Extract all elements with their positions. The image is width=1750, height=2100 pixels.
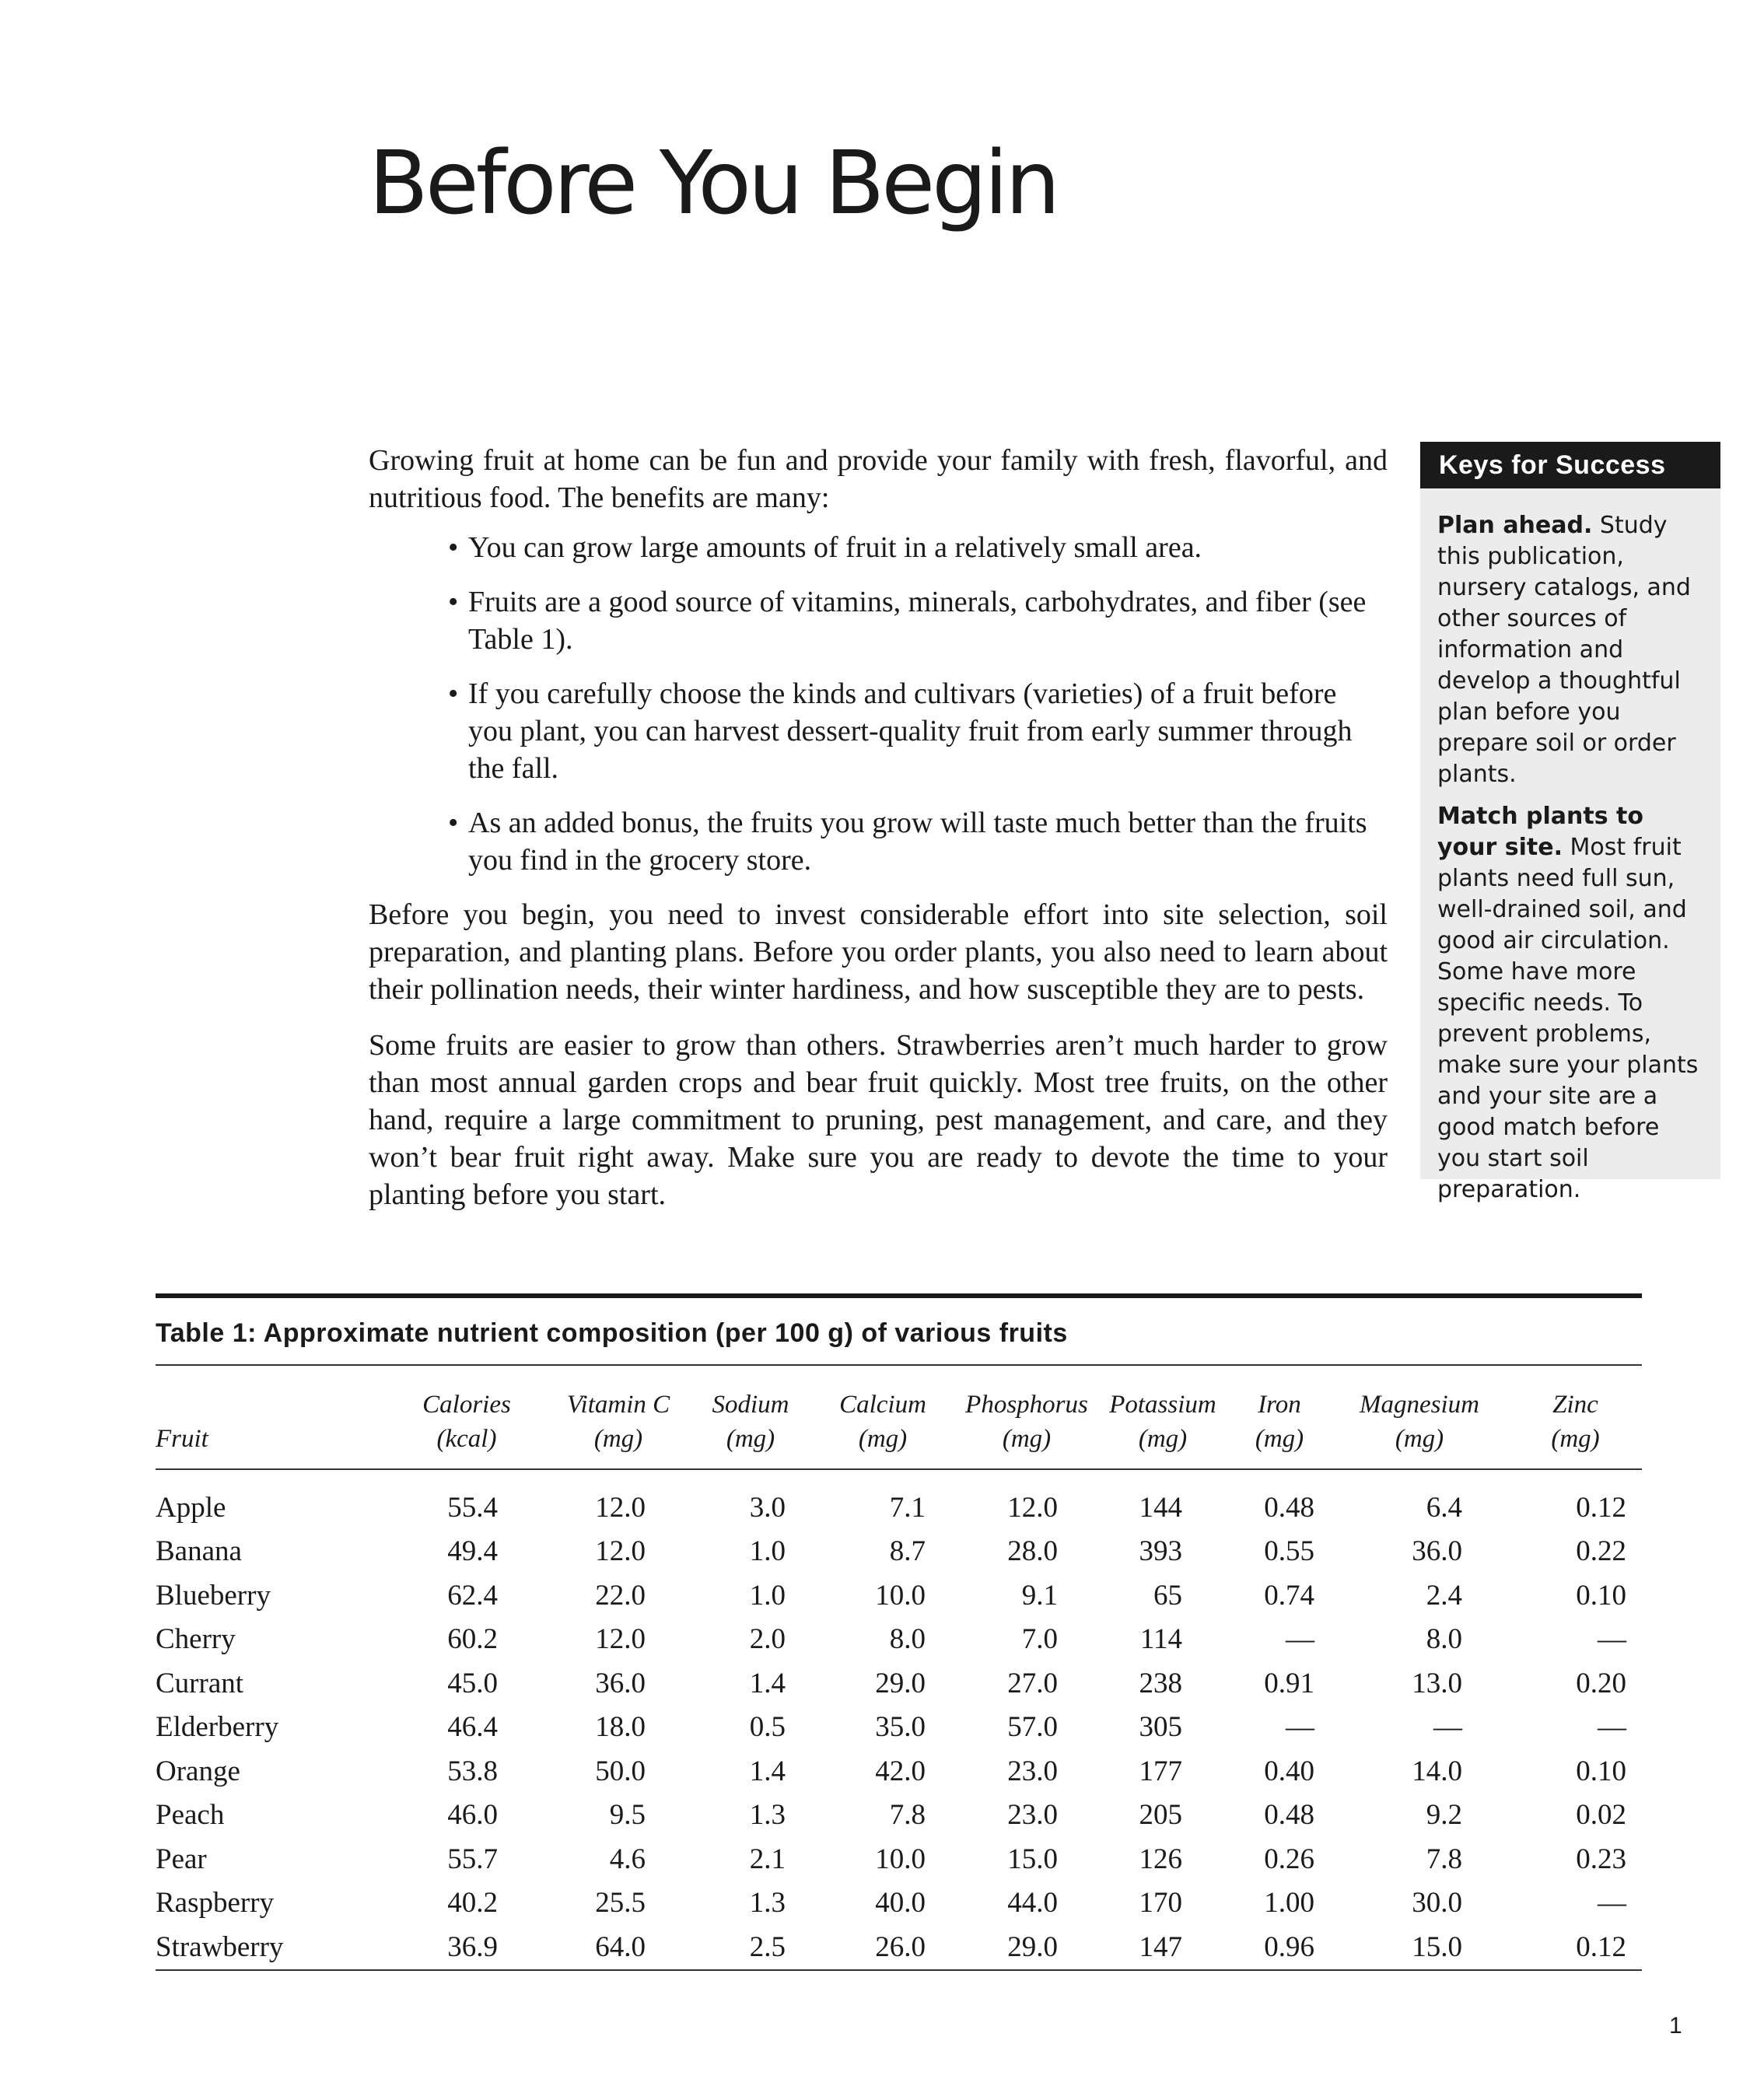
table-cell: 0.10 — [1576, 1755, 1626, 1787]
fruit-name-cell: Apple — [156, 1491, 226, 1524]
sidebar-header: Keys for Success — [1420, 442, 1720, 488]
table-cell: — — [1433, 1711, 1462, 1744]
table-cell: 14.0 — [1412, 1755, 1462, 1787]
table-cell: 0.20 — [1576, 1667, 1626, 1699]
table-body — [156, 1469, 1642, 1969]
column-header — [809, 1366, 957, 1469]
table-cell: 36.0 — [595, 1667, 646, 1699]
sidebar-item — [1437, 801, 1708, 1206]
table-cell: 22.0 — [595, 1579, 646, 1612]
table-row — [156, 1925, 1642, 1969]
table-cell: 9.5 — [609, 1799, 646, 1832]
table-cell: 25.5 — [595, 1887, 646, 1920]
table-cell: 1.4 — [749, 1667, 786, 1699]
table-cell: — — [1286, 1623, 1314, 1656]
table-cell: 62.4 — [447, 1579, 498, 1612]
table-cell: 29.0 — [875, 1667, 926, 1699]
column-header — [544, 1366, 692, 1469]
benefits-list — [369, 529, 1388, 879]
table-cell: — — [1598, 1887, 1626, 1920]
sidebar-item — [1437, 510, 1708, 790]
table-cell: 55.4 — [447, 1491, 498, 1524]
table-cell: 147 — [1139, 1930, 1182, 1963]
table-cell: 12.0 — [1007, 1491, 1058, 1524]
column-header-unit: Fruit — [156, 1425, 208, 1453]
column-header-unit: (mg) — [1138, 1425, 1188, 1453]
sidebar-item-lead: Plan ahead. — [1437, 512, 1593, 539]
table-cell: 0.48 — [1264, 1799, 1314, 1832]
table-cell: 27.0 — [1007, 1667, 1058, 1699]
table-cell: 393 — [1139, 1535, 1182, 1568]
intro-paragraph: Growing fruit at home can be fun and provide your family with fresh, flavorful, and nutritious food. The benefits are many: — [369, 444, 1388, 514]
table-cell: 0.96 — [1264, 1930, 1314, 1963]
column-header-unit: (mg) — [726, 1425, 775, 1453]
table-cell: 44.0 — [1007, 1887, 1058, 1920]
table-cell: 46.0 — [447, 1799, 498, 1832]
list-item: • You can grow large amounts of fruit in a relatively small area. — [468, 529, 1388, 566]
table-cell: 0.26 — [1264, 1843, 1314, 1875]
fruit-name-cell: Strawberry — [156, 1930, 284, 1963]
column-header-unit: (mg) — [1395, 1425, 1444, 1453]
table-cell: 36.9 — [447, 1930, 498, 1963]
table-cell: 0.23 — [1576, 1843, 1626, 1875]
table-cell: 10.0 — [875, 1579, 926, 1612]
table-cell: 9.2 — [1426, 1799, 1462, 1832]
column-header — [957, 1366, 1097, 1469]
table-cell: 55.7 — [447, 1843, 498, 1875]
table-cell: 0.22 — [1576, 1535, 1626, 1568]
table-cell: 6.4 — [1426, 1491, 1462, 1524]
table-cell: 7.8 — [1426, 1843, 1462, 1875]
column-header-unit: (mg) — [1551, 1425, 1600, 1453]
table-cell: 238 — [1139, 1667, 1182, 1699]
sidebar-item-lead: Match plants to your site. — [1437, 803, 1643, 861]
keys-for-success-sidebar — [1420, 442, 1720, 1203]
column-header — [692, 1366, 809, 1469]
table-row — [156, 1794, 1642, 1838]
fruit-name-cell: Blueberry — [156, 1579, 271, 1612]
fruit-name-cell: Orange — [156, 1755, 240, 1787]
body-paragraph: Some fruits are easier to grow than others. Strawberries aren’t much harder to grow than most annual garden crops and bear fruit quickly. Most tree fruits, on the other hand, require a large commitment to pruning, pest management, and care, and they won’t bear fruit right away. Make sure you are ready to devote the time to your planting before you start. — [369, 1029, 1388, 1211]
column-header-name: Phosphorus — [965, 1391, 1088, 1419]
table-header-row — [156, 1366, 1642, 1469]
table-cell: 1.0 — [749, 1535, 786, 1568]
column-header-fruit — [156, 1366, 389, 1469]
table-cell: 12.0 — [595, 1491, 646, 1524]
nutrient-table-section — [156, 1293, 1642, 1971]
fruit-name-cell: Pear — [156, 1843, 207, 1875]
column-header — [1330, 1366, 1509, 1469]
table-cell: 35.0 — [875, 1711, 926, 1744]
table-cell: 40.0 — [875, 1887, 926, 1920]
table-cell: 0.48 — [1264, 1491, 1314, 1524]
table-cell: 1.00 — [1264, 1887, 1314, 1920]
table-cell: 170 — [1139, 1887, 1182, 1920]
table-cell: 0.91 — [1264, 1667, 1314, 1699]
table-cell: 305 — [1139, 1711, 1182, 1744]
table-cell: 2.1 — [749, 1843, 786, 1875]
column-header-name: Calories — [422, 1391, 511, 1419]
table-cell: 0.5 — [749, 1711, 786, 1744]
table-cell: 0.10 — [1576, 1579, 1626, 1612]
column-header-unit: (mg) — [1002, 1425, 1052, 1453]
table-cell: 0.74 — [1264, 1579, 1314, 1612]
fruit-name-cell: Banana — [156, 1535, 242, 1568]
fruit-name-cell: Elderberry — [156, 1711, 279, 1744]
table-cell: 23.0 — [1007, 1799, 1058, 1832]
fruit-name-cell: Currant — [156, 1667, 244, 1699]
table-cell: 144 — [1139, 1491, 1182, 1524]
list-item: • If you carefully choose the kinds and cultivars (varieties) of a fruit before you plant, you can harvest dessert-quality fruit from early summer through the fall. — [468, 675, 1388, 787]
table-cell: — — [1286, 1711, 1314, 1744]
table-cell: 2.0 — [749, 1623, 786, 1656]
table-cell: 26.0 — [875, 1930, 926, 1963]
table-cell: 45.0 — [447, 1667, 498, 1699]
table-row — [156, 1530, 1642, 1574]
table-row — [156, 1881, 1642, 1926]
fruit-name-cell: Cherry — [156, 1623, 236, 1656]
column-header-unit: (mg) — [1255, 1425, 1304, 1453]
nutrient-table — [156, 1366, 1642, 1969]
table-cell: 2.5 — [749, 1930, 786, 1963]
column-header — [1509, 1366, 1642, 1469]
fruit-name-cell: Peach — [156, 1799, 225, 1832]
table-cell: 12.0 — [595, 1623, 646, 1656]
table-cell: 7.8 — [889, 1799, 926, 1832]
table-cell: 8.7 — [889, 1535, 926, 1568]
column-header-unit: (mg) — [593, 1425, 643, 1453]
column-header-name: Potassium — [1109, 1391, 1216, 1419]
table-cell: 1.3 — [749, 1799, 786, 1832]
table-cell: 15.0 — [1007, 1843, 1058, 1875]
table-row — [156, 1706, 1642, 1750]
table-cell: 7.1 — [889, 1491, 926, 1524]
sidebar-item-text: Most fruit plants need full sun, well-drained soil, and good air circulation. Some have more specific needs. To prevent problems, make sure your plants and your site are a good match before you start soil preparation. — [1437, 834, 1699, 1203]
list-item: • Fruits are a good source of vitamins, minerals, carbohydrates, and fiber (see Table 1). — [468, 583, 1388, 658]
column-header — [1229, 1366, 1330, 1469]
table-caption: Table 1: Approximate nutrient composition (per 100 g) of various fruits — [156, 1318, 1068, 1348]
table-cell: 7.0 — [1021, 1623, 1058, 1656]
table-cell: 50.0 — [595, 1755, 646, 1787]
table-cell: 205 — [1139, 1799, 1182, 1832]
table-cell: 9.1 — [1021, 1579, 1058, 1612]
table-cell: 65 — [1153, 1579, 1182, 1612]
table-cell: 177 — [1139, 1755, 1182, 1787]
table-cell: 8.0 — [1426, 1623, 1462, 1656]
column-header-name: Zinc — [1552, 1391, 1598, 1419]
table-cell: 114 — [1139, 1623, 1182, 1656]
table-row — [156, 1469, 1642, 1530]
table-cell: 49.4 — [447, 1535, 498, 1568]
table-cell: 4.6 — [609, 1843, 646, 1875]
table-cell: 53.8 — [447, 1755, 498, 1787]
table-cell: 1.4 — [749, 1755, 786, 1787]
table-cell: 23.0 — [1007, 1755, 1058, 1787]
table-cell: 3.0 — [749, 1491, 786, 1524]
table-cell: 28.0 — [1007, 1535, 1058, 1568]
table-cell: 60.2 — [447, 1623, 498, 1656]
table-cell: 18.0 — [595, 1711, 646, 1744]
table-cell: 0.02 — [1576, 1799, 1626, 1832]
table-cell: 2.4 — [1426, 1579, 1462, 1612]
table-cell: 8.0 — [889, 1623, 926, 1656]
table-cell: 57.0 — [1007, 1711, 1058, 1744]
main-text — [369, 442, 1388, 1232]
column-header-name: Iron — [1258, 1391, 1301, 1419]
table-cell: 13.0 — [1412, 1667, 1462, 1699]
column-header-name: Vitamin C — [566, 1391, 670, 1419]
table-cell: 126 — [1139, 1843, 1182, 1875]
page-title: Before You Begin — [369, 133, 1058, 234]
table-cell: 0.40 — [1264, 1755, 1314, 1787]
column-header-name: Sodium — [712, 1391, 789, 1419]
table-cell: 0.55 — [1264, 1535, 1314, 1568]
table-cell: 30.0 — [1412, 1887, 1462, 1920]
body-paragraph: Before you begin, you need to invest considerable effort into site selection, soil preparation, and planting plans. Before you order plants, you also need to learn about their pollination needs, their winter hardiness, and how susceptible they are to pests. — [369, 898, 1388, 1006]
table-cell: 40.2 — [447, 1887, 498, 1920]
table-cell: 12.0 — [595, 1535, 646, 1568]
fruit-name-cell: Raspberry — [156, 1887, 275, 1920]
table-row — [156, 1573, 1642, 1618]
table-row — [156, 1749, 1642, 1794]
table-cell: 0.12 — [1576, 1491, 1626, 1524]
column-header-unit: (kcal) — [436, 1425, 497, 1453]
table-row — [156, 1618, 1642, 1662]
page-number: 1 — [1669, 2013, 1682, 2039]
column-header-name: Calcium — [839, 1391, 926, 1419]
sidebar-body — [1420, 488, 1720, 1206]
table-cell: 36.0 — [1412, 1535, 1462, 1568]
table-cell: 0.12 — [1576, 1930, 1626, 1963]
table-cell: — — [1598, 1711, 1626, 1744]
column-header-unit: (mg) — [858, 1425, 908, 1453]
table-row — [156, 1661, 1642, 1706]
table-cell: 1.0 — [749, 1579, 786, 1612]
table-cell: 10.0 — [875, 1843, 926, 1875]
table-cell: — — [1598, 1623, 1626, 1656]
table-cell: 15.0 — [1412, 1930, 1462, 1963]
table-row — [156, 1837, 1642, 1881]
table-cell: 1.3 — [749, 1887, 786, 1920]
column-header — [389, 1366, 544, 1469]
table-cell: 64.0 — [595, 1930, 646, 1963]
column-header — [1097, 1366, 1229, 1469]
column-header-name: Magnesium — [1360, 1391, 1479, 1419]
table-cell: 46.4 — [447, 1711, 498, 1744]
list-item: • As an added bonus, the fruits you grow will taste much better than the fruits you find in the grocery store. — [468, 804, 1388, 879]
table-bottom-rule — [156, 1969, 1642, 1971]
sidebar-item-text: Study this publication, nursery catalogs, and other sources of information and develop a thoughtful plan before you prepare soil or order plants. — [1437, 512, 1691, 788]
table-cell: 42.0 — [875, 1755, 926, 1787]
table-cell: 29.0 — [1007, 1930, 1058, 1963]
